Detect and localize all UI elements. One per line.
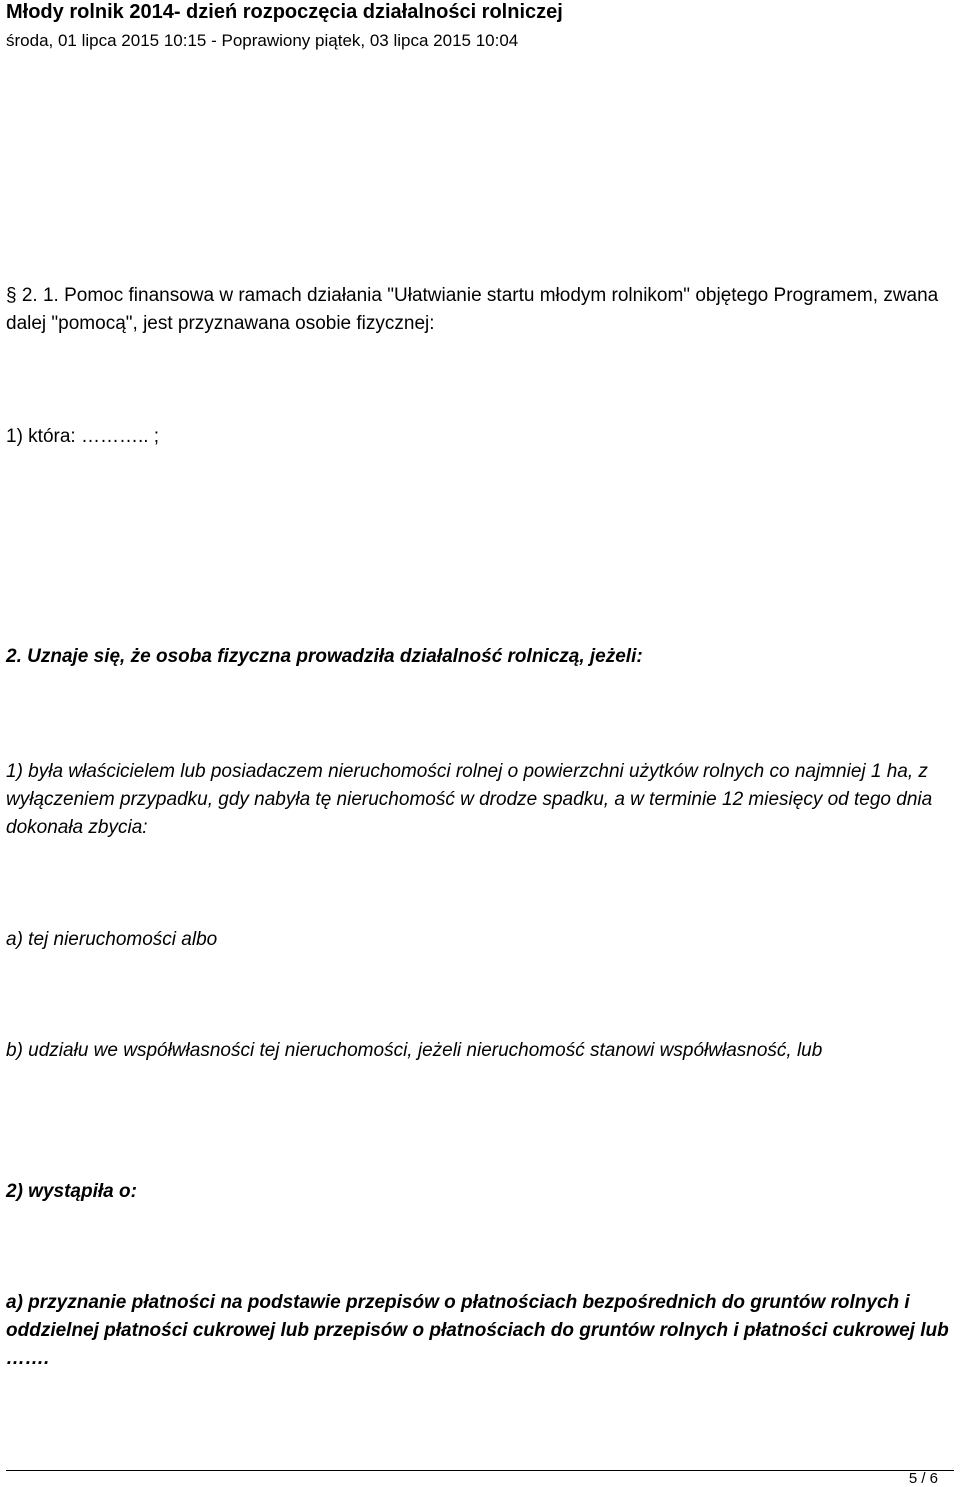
document-header (6, 0, 954, 52)
document-dates: środa, 01 lipca 2015 10:15 - Poprawiony piątek, 03 lipca 2015 10:04 (6, 31, 519, 50)
paragraph-condition-a: a) tej nieruchomości albo (6, 929, 218, 950)
footer-divider (6, 1470, 954, 1471)
document-title: Młody rolnik 2014- dzień rozpoczęcia działalności rolniczej (6, 1, 563, 23)
paragraph-condition-1: 1) była właścicielem lub posiadaczem nieruchomości rolnej o powierzchni użytków rolnych co najmniej 1 ha, z wyłączeniem przypadku, gdy nabyła tę nieruchomość w drodze spadku, a w terminie 12 miesięcy od tego dnia dokonała zbycia: (6, 761, 933, 838)
paragraph-section-2-1: § 2. 1. Pomoc finansowa w ramach działania "Ułatwianie startu młodym rolnikom" objętego Programem, zwana dalej "pomocą", jest przyznawana osobie fizycznej: (6, 285, 939, 334)
paragraph-point-1: 1) która: ……….. ; (6, 426, 160, 447)
paragraph-condition-b: b) udziału we współwłasności tej nieruchomości, jeżeli nieruchomość stanowi współwłasność, lub (6, 1040, 823, 1061)
paragraph-condition-2a: a) przyznanie płatności na podstawie przepisów o płatnościach bezpośrednich do gruntów rolnych i oddzielnej płatności cukrowej lub przepisów o płatnościach do gruntów rolnych i płatności cukrowej lub ……. (6, 1292, 949, 1369)
paragraph-condition-2: 2) wystąpiła o: (6, 1181, 137, 1202)
page-number: 5 / 6 (908, 1470, 938, 1487)
paragraph-section-2-2: 2. Uznaje się, że osoba fizyczna prowadziła działalność rolniczą, jeżeli: (6, 646, 643, 667)
